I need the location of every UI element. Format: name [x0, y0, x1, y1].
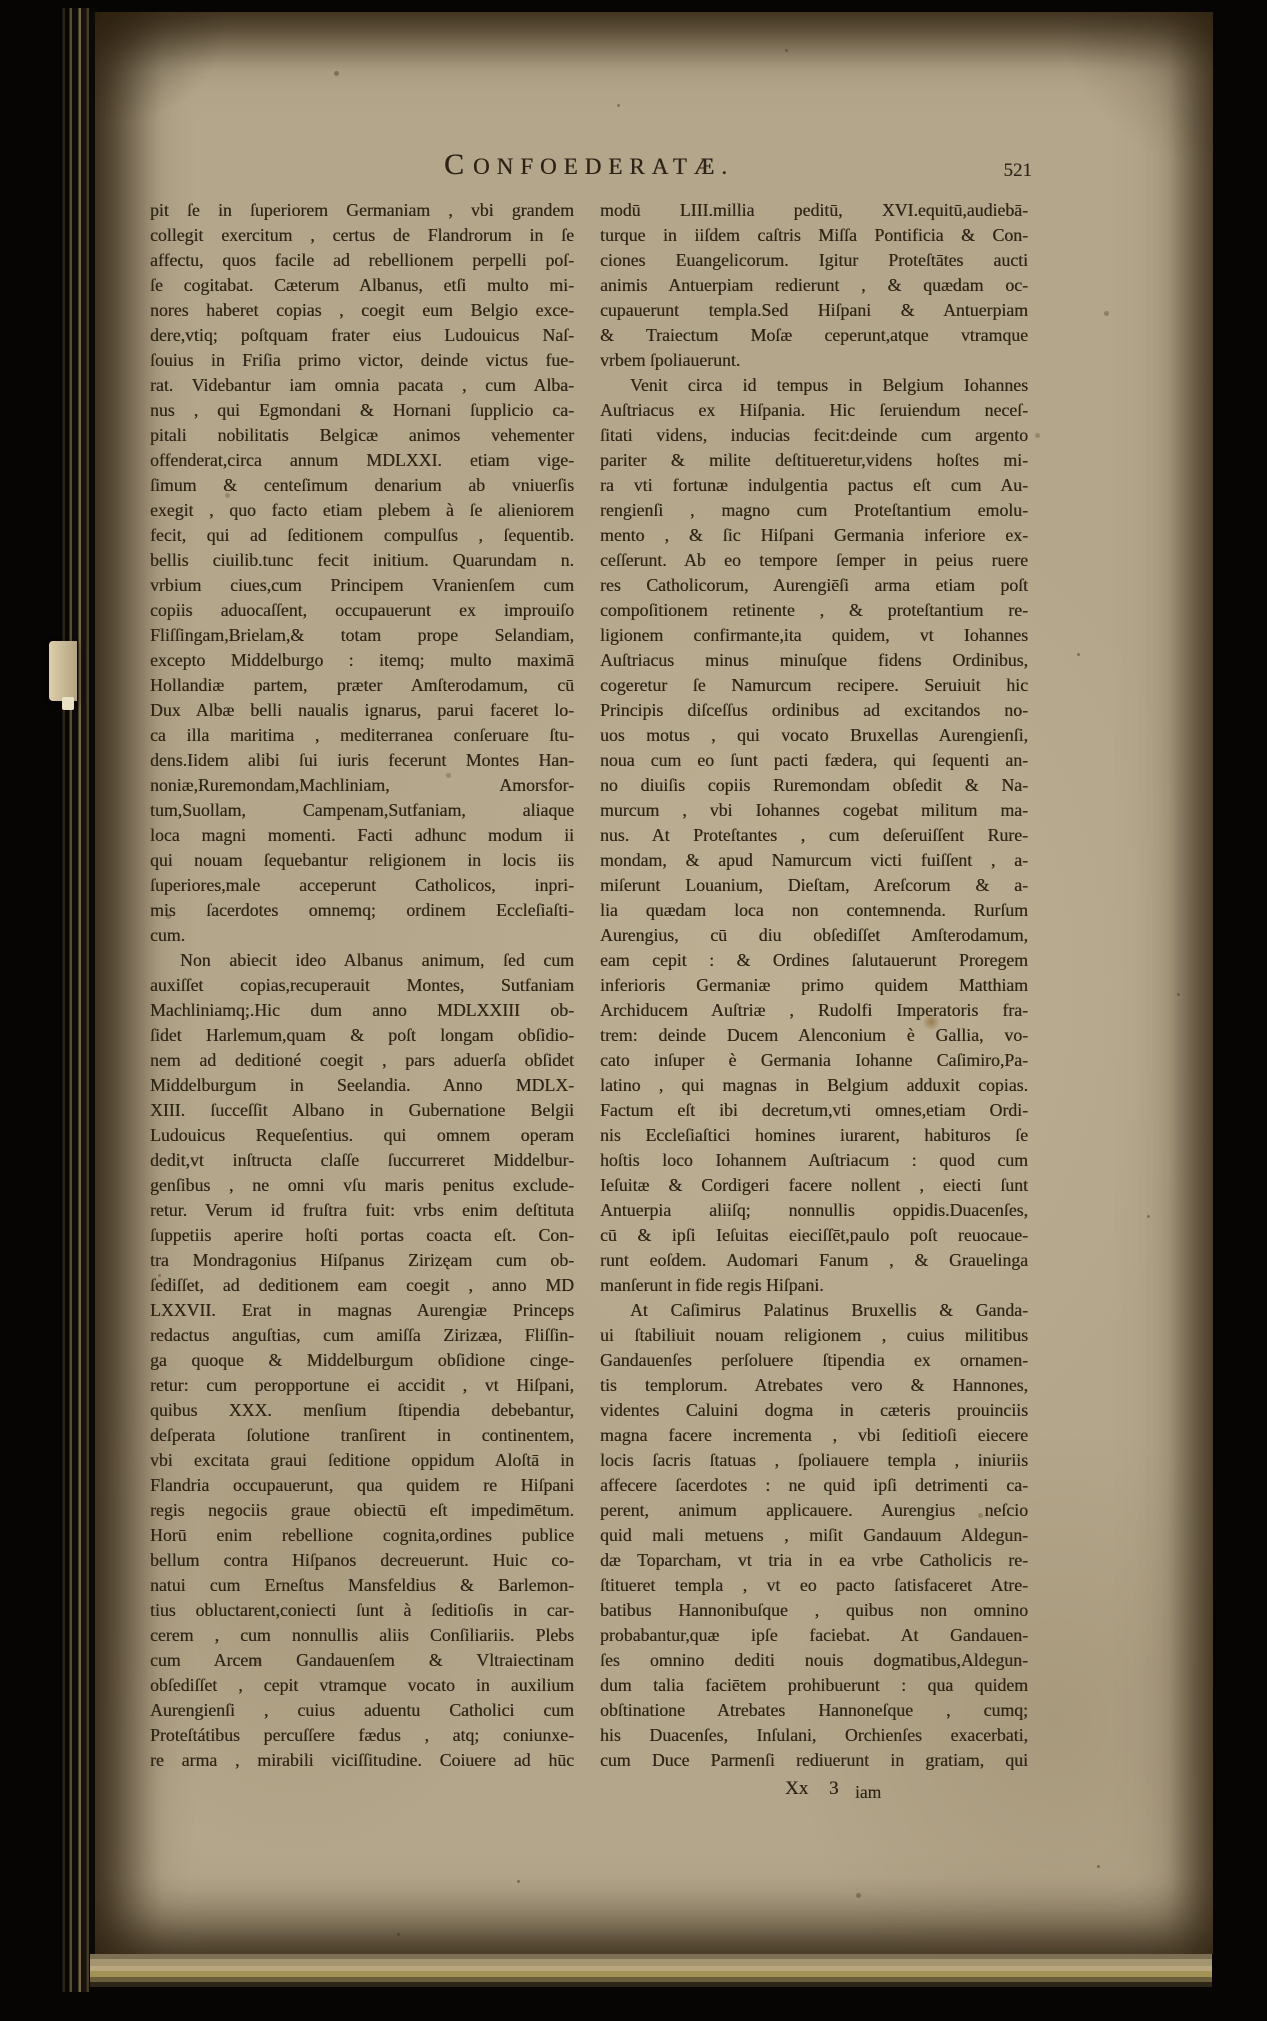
- book-spine-page-edges: [55, 8, 97, 1992]
- book-page: [95, 12, 1213, 1954]
- text-line: ſimum & centeſimum denarium ab vniuerſis: [150, 475, 574, 495]
- text-line: dens.Iidem alibi ſui iuris fecerunt Montes Han-: [150, 750, 574, 770]
- text-line: miſerunt Louanium, Dieſtam, Areſcorum & a-: [600, 875, 1028, 895]
- text-column-left: [150, 198, 574, 1773]
- text-line: compoſitionem retinente , & proteſtantium re-: [600, 600, 1028, 620]
- text-line: pit ſe in ſuperiorem Germaniam , vbi grandem: [150, 200, 574, 220]
- text-line: ſuppetiis aperire hoſti portas coacta eſt. Con-: [150, 1225, 574, 1245]
- text-line: dedit,vt inſtructa claſſe ſuccurreret Middelbur-: [150, 1150, 574, 1170]
- text-line: res Catholicorum, Aurengiēſi arma etiam poſt: [600, 575, 1028, 595]
- text-line: retur. Verum id fruſtra fuit: vrbs enim deſtituta: [150, 1200, 574, 1220]
- text-line: turque in iiſdem caſtris Miſſa Pontificia & Con-: [600, 225, 1028, 245]
- text-line: ceſſerunt. Ab eo tempore ſemper in peius ruere: [600, 550, 1028, 570]
- text-line: nem ad deditioné coegit , pars aduerſa obſidet: [150, 1050, 574, 1070]
- text-line: nus , qui Egmondani & Hornani ſupplicio ca-: [150, 400, 574, 420]
- text-line: ca illa maritima , mediterranea conſeruare ſtu-: [150, 725, 574, 745]
- text-line: Hollandiæ partem, præter Amſterodamum, cū: [150, 675, 574, 695]
- text-line: inferioris Germaniæ primo quidem Matthiam: [600, 975, 1028, 995]
- text-line: Middelburgum in Seelandia. Anno MDLX-: [150, 1075, 574, 1095]
- paper-speckles: [95, 12, 98, 15]
- text-line: Aurengienſi , cuius aduentu Catholici cum: [150, 1700, 574, 1720]
- text-line: fecit, qui ad ſeditionem compulſus , ſequentib.: [150, 525, 574, 545]
- signature-mark: Xx 3: [785, 1778, 839, 1799]
- text-line: latino , qui magnas in Belgium adduxit copias.: [600, 1075, 1028, 1095]
- text-line: Flandria occupauerunt, qua quidem re Hiſpani: [150, 1475, 574, 1495]
- page-edge-sliver: [62, 697, 74, 710]
- text-line: bellum contra Hiſpanos decreuerunt. Huic co-: [150, 1550, 574, 1570]
- text-line: ſitati videns, inducias fecit:deinde cum argento: [600, 425, 1028, 445]
- text-line: ſediſſet, ad deditionem eam coegit , anno MD: [150, 1275, 574, 1295]
- text-line: cupauerunt templa.Sed Hiſpani & Antuerpiam: [600, 300, 1028, 320]
- text-line: tius obluctarent,coniecti ſunt à ſeditioſis in car-: [150, 1600, 574, 1620]
- text-line: dum talia faciētem prohibuerunt : qua quidem: [600, 1675, 1028, 1695]
- text-line: videntes Caluini dogma in cæteris prouinciis: [600, 1400, 1028, 1420]
- text-line: batibus Hannonibuſque , quibus non omnino: [600, 1600, 1028, 1620]
- text-line: exegit , quo facto etiam plebem à ſe alieniorem: [150, 500, 574, 520]
- text-line: ſtitueret templa , vt eo pacto ſatisfaceret Atre-: [600, 1575, 1028, 1595]
- text-line: ra vti fortunæ indulgentia pactus eſt cum Au-: [600, 475, 1028, 495]
- text-line: rat. Videbantur iam omnia pacata , cum Alba-: [150, 375, 574, 395]
- text-line: Horū enim rebellione cognita,ordines publice: [150, 1525, 574, 1545]
- text-line: animis Antuerpiam redierunt , & quædam oc-: [600, 275, 1028, 295]
- text-line: XIII. ſucceſſit Albano in Gubernatione Belgii: [150, 1100, 574, 1120]
- text-line: mondam, & apud Namurcum victi fuiſſent , a-: [600, 850, 1028, 870]
- text-line: murcum , vbi Iohannes cogebat militum ma-: [600, 800, 1028, 820]
- text-line: tum,Suollam, Campenam,Sutfaniam, aliaque: [150, 800, 574, 820]
- text-line: ſouius in Friſia primo victor, deinde victus fue-: [150, 350, 574, 370]
- text-line: Auſtriacus minus minuſque fidens Ordinibus,: [600, 650, 1028, 670]
- text-line: Dux Albæ belli naualis ignarus, parui faceret lo-: [150, 700, 574, 720]
- text-line: Aurengius, cū diu obſediſſet Amſterodamum,: [600, 925, 1028, 945]
- text-line: quibus XXX. menſium ſtipendia debebantur,: [150, 1400, 574, 1420]
- text-line: ſidet Harlemum,quam & poſt longam obſidio-: [150, 1025, 574, 1045]
- text-line: affecere ſacerdotes : ne quid ipſi detrimenti ca-: [600, 1475, 1028, 1495]
- text-line: Auſtriacus ex Hiſpania. Hic ſeruiendum neceſ-: [600, 400, 1028, 420]
- running-header: CONFOEDERATÆ.: [444, 148, 734, 181]
- text-line: magna facere incrementa , vbi ſeditioſi eiecere: [600, 1425, 1028, 1445]
- text-line: ui ſtabiliuit nouam religionem , cuius militibus: [600, 1325, 1028, 1345]
- text-line: cum.: [150, 925, 186, 945]
- text-line: dæ Toparcham, vt tria in ea vrbe Catholicis re-: [600, 1550, 1028, 1570]
- text-line: ſe cogitabat. Cæterum Albanus, etſi multo mi-: [150, 275, 574, 295]
- text-line: noniæ,Ruremondam,Machliniam, Amorsfor-: [150, 775, 574, 795]
- text-line: hoſtis loco Iohannem Auſtriacum : quod cum: [600, 1150, 1028, 1170]
- text-line: runt eoſdem. Audomari Fanum , & Grauelinga: [600, 1250, 1028, 1270]
- text-line: cato inſuper è Germania Iohanne Caſimiro,Pa-: [600, 1050, 1028, 1070]
- text-line: Venit circa id tempus in Belgium Iohannes: [630, 375, 1028, 395]
- text-line: collegit exercitum , certus de Flandrorum in ſe: [150, 225, 574, 245]
- text-line: vrbem ſpoliauerunt.: [600, 350, 741, 370]
- text-line: Principis diſceſſus ordinibus ad excitandos no-: [600, 700, 1028, 720]
- text-line: rengienſi , magno cum Proteſtantium emolu-: [600, 500, 1028, 520]
- text-line: uos motus , qui vocato Bruxellas Aurengienſi,: [600, 725, 1028, 745]
- text-line: natui cum Erneſtus Mansfeldius & Barlemon-: [150, 1575, 574, 1595]
- text-line: At Caſimirus Palatinus Bruxellis & Ganda-: [630, 1300, 1028, 1320]
- text-line: bellis ciuilib.tunc fecit initium. Quarundam n.: [150, 550, 574, 570]
- text-line: offenderat,circa annum MDLXXI. etiam vige-: [150, 450, 574, 470]
- text-line: no diuiſis copiis Ruremondam obſedit & Na-: [600, 775, 1028, 795]
- text-line: Gandauenſes perſoluere ſtipendia ex ornamen-: [600, 1350, 1028, 1370]
- text-line: dere,vtiq; poſtquam frater eius Ludouicus Naſ-: [150, 325, 574, 345]
- text-line: trem: deinde Ducem Alenconium è Gallia, vo-: [600, 1025, 1028, 1045]
- text-line: copiis aduocaſſent, occupauerunt ex improuiſo: [150, 600, 574, 620]
- text-line: ſes omnino dediti nouis dogmatibus,Aldegun-: [600, 1650, 1028, 1670]
- text-line: ligionem confirmante,ita quidem, vt Iohannes: [600, 625, 1028, 645]
- text-line: obſtinatione Atrebates Hannoneſque , cumq;: [600, 1700, 1028, 1720]
- catchword: iam: [855, 1782, 882, 1802]
- text-line: nus. At Proteſtantes , cum deſeruiſſent Rure-: [600, 825, 1028, 845]
- text-line: Fliſſingam,Brielam,& totam prope Selandiam,: [150, 625, 574, 645]
- text-line: deſperata ſolutione tranſirent in continentem,: [150, 1425, 574, 1445]
- text-line: Proteſtátibus percuſſere fædus , atq; coniunxe-: [150, 1725, 574, 1745]
- text-line: pitali nobilitatis Belgicæ animos vehementer: [150, 425, 574, 445]
- text-line: Antuerpia aliiſq; nonnullis oppidis.Duacenſes,: [600, 1200, 1028, 1220]
- text-line: qui nouam ſequebantur religionem in locis iis: [150, 850, 574, 870]
- bottom-page-edges: [90, 1954, 1212, 1992]
- text-line: regis negociis graue obiectū eſt impedimētum.: [150, 1500, 574, 1520]
- text-line: genſibus , ne omni vſu maris penitus exclude-: [150, 1175, 574, 1195]
- text-line: cerem , cum nonnullis aliis Conſiliariis. Plebs: [150, 1625, 574, 1645]
- text-line: manſerunt in fide regis Hiſpani.: [600, 1275, 824, 1295]
- text-line: noua cum eo ſunt pacti fædera, qui ſequenti an-: [600, 750, 1028, 770]
- text-line: Archiducem Auſtriæ , Rudolfi Imperatoris fra-: [600, 1000, 1028, 1020]
- text-line: ciones Euangelicorum. Igitur Proteſtātes aucti: [600, 250, 1028, 270]
- text-line: cogeretur ſe Namurcum recipere. Seruiuit hic: [600, 675, 1028, 695]
- text-line: cū & ipſi Ieſuitas eieciſſēt,paulo poſt reuocaue-: [600, 1225, 1028, 1245]
- text-line: perent, animum applicauere. Aurengius neſcio: [600, 1500, 1028, 1520]
- text-line: & Traiectum Moſæ ceperunt,atque vtramque: [600, 325, 1028, 345]
- text-line: Ludouicus Requeſentius. qui omnem operam: [150, 1125, 574, 1145]
- text-line: redactus anguſtias, cum amiſſa Zirizæa, Fliſſin-: [150, 1325, 574, 1345]
- text-line: cum Arcem Gandauenſem & Vltraiectinam: [150, 1650, 574, 1670]
- text-line: modū LIII.millia peditū, XVI.equitū,audiebā-: [600, 200, 1028, 220]
- text-line: cum Duce Parmenſi rediuerunt in gratiam, qui: [600, 1750, 1028, 1770]
- text-line: quid mali metuens , miſit Gandauum Aldegun-: [600, 1525, 1028, 1545]
- text-line: tra Mondragonius Hiſpanus Zirizęam cum ob-: [150, 1250, 574, 1270]
- text-line: retur: cum peropportune ei accidit , vt Hiſpani,: [150, 1375, 574, 1395]
- text-line: nis Eccleſiaſtici homines iurarent, habituros ſe: [600, 1125, 1028, 1145]
- text-line: pariter & milite deſtitueretur,videns hoſtes mi-: [600, 450, 1028, 470]
- text-line: eam cepit : & Ordines ſalutauerunt Proregem: [600, 950, 1028, 970]
- text-line: affectu, quos facile ad rebellionem perpelli poſ-: [150, 250, 574, 270]
- text-line: vrbium ciues,cum Principem Vranienſem cum: [150, 575, 574, 595]
- text-line: Machliniamq;.Hic dum anno MDLXXIII ob-: [150, 1000, 574, 1020]
- text-line: loca magni momenti. Facti adhunc modum ii: [150, 825, 574, 845]
- text-line: probabantur,quæ ipſe faciebat. At Gandauen-: [600, 1625, 1028, 1645]
- text-line: tis templorum. Atrebates vero & Hannones,: [600, 1375, 1028, 1395]
- text-line: locis ſacris ſtatuas , ſpoliauere templa , iniuriis: [600, 1450, 1028, 1470]
- text-line: nores haberet copias , coegit eum Belgio exce-: [150, 300, 574, 320]
- text-line: lia quædam loca non contemnenda. Rurſum: [600, 900, 1028, 920]
- text-line: obſediſſet , cepit vtramque vocato in auxilium: [150, 1675, 574, 1695]
- text-line: ga quoque & Middelburgum obſidione cinge-: [150, 1350, 574, 1370]
- text-line: vbi excitata graui ſeditione oppidum Aloſtā in: [150, 1450, 574, 1470]
- text-line: ſuperiores,male acceperunt Catholicos, inpri-: [150, 875, 574, 895]
- text-line: Factum eſt ibi decretum,vti omnes,etiam Ordi-: [600, 1100, 1028, 1120]
- text-line: Non abiecit ideo Albanus animum, ſed cum: [180, 950, 574, 970]
- text-line: mis ſacerdotes omnemq; ordinem Eccleſiaſti-: [150, 900, 574, 920]
- text-line: auxiſſet copias,recuperauit Montes, Sutfaniam: [150, 975, 574, 995]
- page-number: 521: [1003, 160, 1032, 181]
- text-column-right: [600, 198, 1028, 1773]
- text-line: excepto Middelburgo : itemq; multo maximā: [150, 650, 574, 670]
- text-line: LXXVII. Erat in magnas Aurengiæ Princeps: [150, 1300, 574, 1320]
- text-line: his Duacenſes, Inſulani, Orchienſes exacerbati,: [600, 1725, 1028, 1745]
- text-line: re arma , mirabili viciſſitudine. Coiuere ad hūc: [150, 1750, 574, 1770]
- text-line: Ieſuitæ & Cordigeri facere nollent , eiecti ſunt: [600, 1175, 1028, 1195]
- bookmark-tab: [49, 641, 77, 701]
- text-line: mento , & ſic Hiſpani Germania inferiore ex-: [600, 525, 1028, 545]
